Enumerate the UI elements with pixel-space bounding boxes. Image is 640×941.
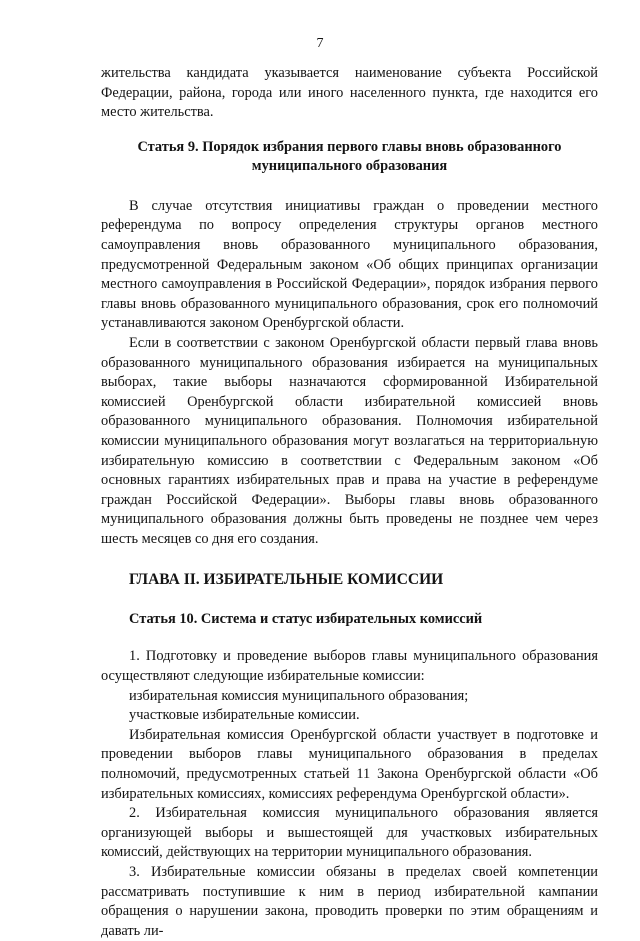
article-9-heading: Статья 9. Порядок избрания первого главы вновь образованного муниципального образования [137,138,562,174]
article-10-paragraph-1: 1. Подготовку и проведение выборов главы муниципального образования осуществляют следующие избирательные комиссии: [101,648,598,685]
article-10-paragraph-3: 3. Избирательные комиссии обязаны в пределах своей компетенции рассматривать поступившие к ним в период избирательной кампании обращения о нарушении закона, проводить проверки по этим обращениям и давать ли- [101,864,598,939]
intro-paragraph: жительства кандидата указывается наименование субъекта Российской Федерации, района, города или иного населенного пункта, где находится его место жительства. [101,65,598,121]
article-10-heading: Статья 10. Система и статус избирательных комиссий [129,611,483,628]
article-9-paragraph-1: В случае отсутствия инициативы граждан о проведении местного референдума по вопросу определения структуры органов местного самоуправления вновь образованного муниципального образования, предусмотренной Федеральным законом «Об общих принципах организации местного самоуправления в Российской Федерации», порядок избрания первого главы вновь образованного муниципального образования, срок его полномочий устанавливаются законом Оренбургской области. [101,197,598,332]
article-10-paragraph-1b: Избирательная комиссия Оренбургской области участвует в подготовке и проведении выборов главы муниципального образования в пределах полномочий, предусмотренных статьей 11 Закона Оренбургской области «Об избирательных комиссиях, комиссиях референдума Оренбургской области». [101,726,598,802]
article-9-paragraph-2: Если в соответствии с законом Оренбургской области первый глава вновь образованного муниципального образования избирается на муниципальных выборах, такие выборы назначаются сформированной Избирательной комиссией Оренбургской области избирательной комиссией вновь образованного муниципального образования. Полномочия избирательной комиссии муниципального образования могут возлагаться на территориальную избирательную комиссию в соответствии с Федеральным законом «Об основных гарантиях избирательных прав и права на участие в референдуме граждан Российской Федерации». Выборы главы вновь образованного муниципального образования должны быть проведены не позднее чем через шесть месяцев со дня его создания. [101,334,598,547]
page-number: 7 [316,36,324,51]
chapter-2-heading: ГЛАВА II. ИЗБИРАТЕЛЬНЫЕ КОМИССИИ [129,571,444,589]
document-body [101,64,598,941]
article-10-paragraph-2: 2. Избирательная комиссия муниципального образования является организующей выборы и вышестоящей для участковых избирательных комиссий, действующих на территории муниципального образования. [101,805,598,861]
list-item: избирательная комиссия муниципального образования; [129,687,469,704]
list-item: участковые избирательные комиссии. [129,707,360,724]
